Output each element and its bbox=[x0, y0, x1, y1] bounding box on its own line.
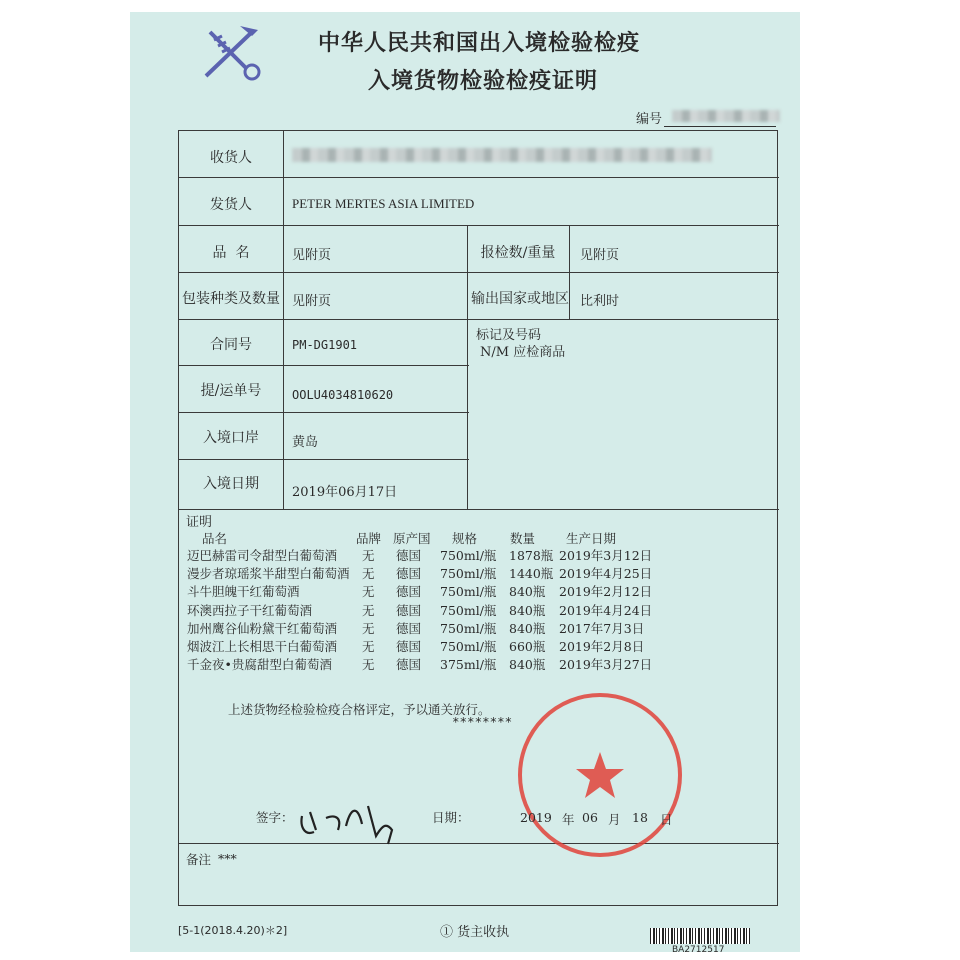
sign-date-label: 日期： bbox=[432, 810, 470, 825]
sign-date-year-char: 年 bbox=[562, 812, 575, 827]
row-origin: 德国 bbox=[396, 620, 422, 636]
col-header-spec: 规格 bbox=[452, 531, 478, 546]
certificate-label: 证明 bbox=[186, 515, 213, 530]
row-qty: 1878瓶 bbox=[509, 548, 554, 563]
customs-emblem-icon bbox=[200, 22, 262, 82]
row-spec: 750ml/瓶 bbox=[440, 602, 497, 618]
serial-label: 编号 bbox=[636, 112, 663, 127]
col-header-origin: 原产国 bbox=[393, 531, 431, 546]
row-divider bbox=[179, 365, 469, 366]
qty-label: 报检数/重量 bbox=[480, 245, 556, 261]
row-divider bbox=[179, 843, 779, 844]
form-code: [5-1(2018.4.20)＊2] bbox=[178, 924, 288, 937]
row-date: 2019年3月12日 bbox=[559, 548, 653, 563]
document-subtitle: 入境货物检验检疫证明 bbox=[368, 68, 599, 94]
row-brand: 无 bbox=[362, 566, 375, 582]
row-spec: 750ml/瓶 bbox=[440, 639, 497, 654]
row-qty: 660瓶 bbox=[509, 639, 546, 654]
marks-value: N/M 应检商品 bbox=[480, 345, 566, 360]
barcode-number: BA2712517 bbox=[672, 945, 725, 955]
row-qty: 840瓶 bbox=[509, 657, 546, 673]
row-divider bbox=[179, 225, 779, 226]
row-spec: 750ml/瓶 bbox=[440, 620, 497, 636]
consignor-value: PETER MERTES ASIA LIMITED bbox=[292, 196, 475, 211]
sign-date-day: 18 bbox=[632, 810, 648, 825]
row-brand: 无 bbox=[362, 548, 375, 563]
contract-label: 合同号 bbox=[210, 337, 252, 353]
statement-stars: ******** bbox=[452, 714, 513, 729]
col-divider bbox=[467, 225, 468, 509]
contract-value: PM-DG1901 bbox=[292, 338, 358, 352]
clearance-statement: 上述货物经检验检疫合格评定，予以通关放行。 bbox=[228, 702, 491, 717]
row-divider bbox=[179, 272, 779, 273]
row-qty: 1440瓶 bbox=[509, 566, 554, 582]
port-label: 入境口岸 bbox=[203, 430, 259, 446]
row-qty: 840瓶 bbox=[509, 620, 546, 636]
row-origin: 德国 bbox=[396, 584, 422, 600]
origin-label: 输出国家或地区 bbox=[471, 291, 569, 307]
row-date: 2017年7月3日 bbox=[559, 620, 645, 636]
copy-designation: ① 货主收执 bbox=[440, 925, 510, 940]
bl-label: 提/运单号 bbox=[200, 383, 262, 399]
port-value: 黄岛 bbox=[292, 435, 319, 450]
origin-value: 比利时 bbox=[580, 294, 620, 309]
row-spec: 750ml/瓶 bbox=[440, 566, 497, 582]
col-header-qty: 数量 bbox=[510, 531, 536, 546]
row-date: 2019年2月12日 bbox=[559, 584, 653, 600]
entry-date-label: 入境日期 bbox=[203, 476, 259, 492]
col-header-date: 生产日期 bbox=[566, 531, 617, 546]
row-qty: 840瓶 bbox=[509, 602, 546, 618]
row-brand: 无 bbox=[362, 657, 375, 673]
row-origin: 德国 bbox=[396, 639, 422, 654]
sign-date-year: 2019 bbox=[520, 810, 552, 825]
row-qty: 840瓶 bbox=[509, 584, 546, 600]
row-date: 2019年4月25日 bbox=[559, 566, 653, 582]
pack-value: 见附页 bbox=[292, 294, 332, 309]
sign-date-day-char: 日 bbox=[660, 812, 673, 827]
row-origin: 德国 bbox=[396, 657, 422, 673]
row-brand: 无 bbox=[362, 639, 375, 654]
row-name: 千金夜•贵腐甜型白葡萄酒 bbox=[187, 657, 332, 673]
row-divider bbox=[179, 509, 779, 510]
row-divider bbox=[179, 459, 469, 460]
row-date: 2019年3月27日 bbox=[559, 657, 653, 673]
consignee-redacted bbox=[292, 148, 712, 162]
col-header-brand: 品牌 bbox=[356, 531, 382, 546]
barcode bbox=[650, 928, 750, 944]
consignor-label: 发货人 bbox=[210, 197, 252, 213]
row-spec: 750ml/瓶 bbox=[440, 548, 497, 563]
row-brand: 无 bbox=[362, 584, 375, 600]
row-brand: 无 bbox=[362, 620, 375, 636]
row-divider bbox=[179, 412, 469, 413]
row-brand: 无 bbox=[362, 602, 375, 618]
row-name: 加州鹰谷仙粉黛干红葡萄酒 bbox=[187, 620, 338, 636]
official-seal-stamp bbox=[515, 690, 685, 860]
signature-label: 签字： bbox=[256, 810, 294, 825]
handwritten-signature bbox=[296, 796, 406, 848]
row-name: 漫步者琼瑶浆半甜型白葡萄酒 bbox=[187, 566, 350, 582]
document-title: 中华人民共和国出入境检验检疫 bbox=[318, 30, 641, 56]
row-divider bbox=[179, 177, 779, 178]
serial-redaction bbox=[672, 110, 780, 122]
goods-value: 见附页 bbox=[292, 248, 332, 263]
row-origin: 德国 bbox=[396, 566, 422, 582]
remarks-value: *** bbox=[218, 851, 237, 866]
qty-value: 见附页 bbox=[580, 248, 620, 263]
row-origin: 德国 bbox=[396, 602, 422, 618]
pack-label: 包装种类及数量 bbox=[182, 291, 280, 307]
col-divider bbox=[283, 131, 284, 509]
row-name: 烟波江上长相思干白葡萄酒 bbox=[187, 639, 338, 654]
col-header-name: 品名 bbox=[202, 531, 228, 546]
row-spec: 375ml/瓶 bbox=[440, 657, 497, 673]
marks-label: 标记及号码 bbox=[476, 328, 542, 343]
entry-date-value: 2019年06月17日 bbox=[292, 485, 398, 500]
row-name: 斗牛胆魄干红葡萄酒 bbox=[187, 584, 300, 600]
row-origin: 德国 bbox=[396, 548, 422, 563]
bl-value: OOLU4034810620 bbox=[292, 388, 394, 402]
goods-label: 品 名 bbox=[212, 245, 250, 261]
row-spec: 750ml/瓶 bbox=[440, 584, 497, 600]
sign-date-month-char: 月 bbox=[608, 812, 621, 827]
row-date: 2019年2月8日 bbox=[559, 639, 645, 654]
row-divider bbox=[179, 319, 779, 320]
row-name: 环澳西拉子干红葡萄酒 bbox=[187, 602, 313, 618]
row-name: 迈巴赫雷司令甜型白葡萄酒 bbox=[187, 548, 338, 563]
row-date: 2019年4月24日 bbox=[559, 602, 653, 618]
consignee-label: 收货人 bbox=[210, 150, 252, 166]
remarks-label: 备注 bbox=[186, 852, 212, 867]
sign-date-month: 06 bbox=[582, 810, 598, 825]
